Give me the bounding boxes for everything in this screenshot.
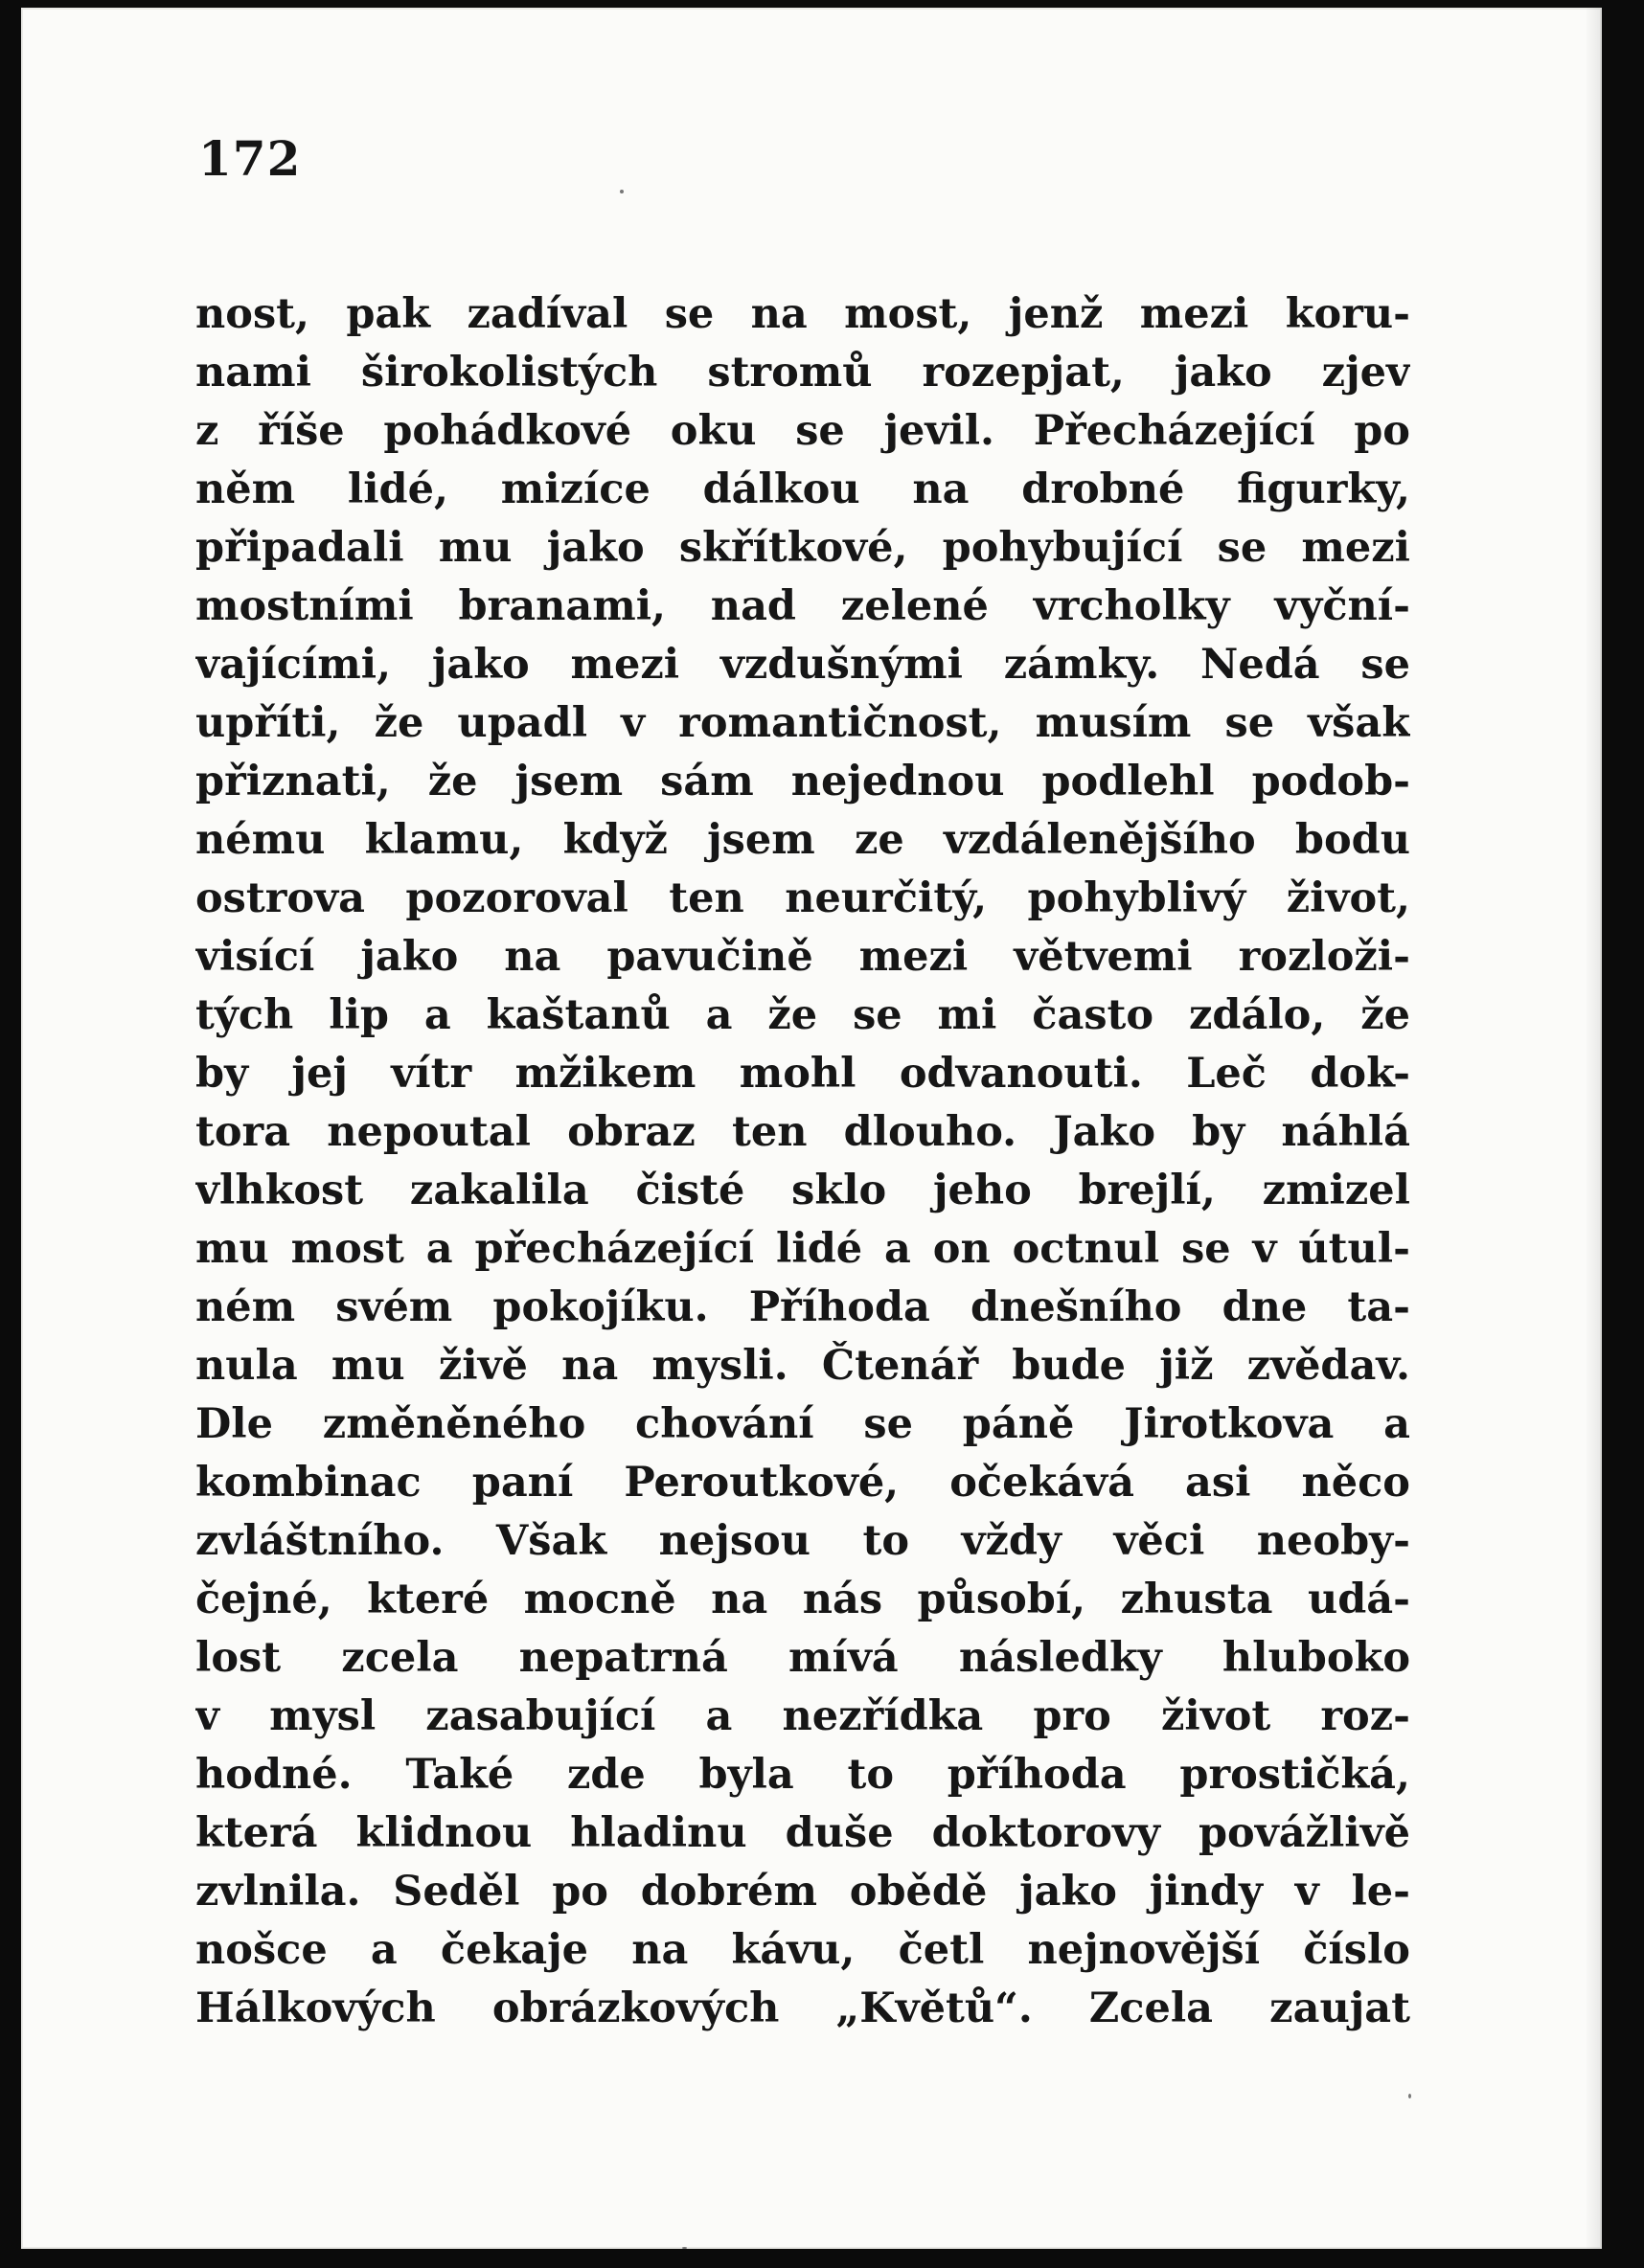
- text-line: nami širokolistých stromů rozepjat, jako zjev: [195, 349, 1410, 397]
- text-line: zvláštního. Však nejsou to vždy věci neoby-: [195, 1517, 1410, 1565]
- text-line: lost zcela nepatrná mívá následky hluboko: [195, 1634, 1410, 1682]
- text-line: upříti, že upadl v romantičnost, musím se však: [195, 699, 1410, 747]
- scan-speck: [682, 2247, 687, 2249]
- text-line: vajícími, jako mezi vzdušnými zámky. Nedá se: [195, 641, 1410, 689]
- text-line: která klidnou hladinu duše doktorovy povážlivě: [195, 1809, 1410, 1857]
- page-number: 172: [198, 130, 302, 187]
- text-line: z říše pohádkové oku se jevil. Přecházející po: [195, 407, 1410, 455]
- body-text: [195, 285, 1410, 2038]
- text-line: zvlnila. Seděl po dobrém obědě jako jindy v le-: [195, 1868, 1410, 1916]
- text-line: visící jako na pavučině mezi větvemi rozloži-: [195, 933, 1410, 981]
- text-line: ném svém pokojíku. Příhoda dnešního dne ta-: [195, 1283, 1410, 1331]
- scan-speck: [1408, 2094, 1411, 2098]
- page-edge-shadow: [1585, 8, 1602, 2249]
- text-line: Dle změněného chování se páně Jirotkova a: [195, 1400, 1410, 1448]
- text-line: nému klamu, když jsem ze vzdálenějšího bodu: [195, 816, 1410, 864]
- text-line: kombinac paní Peroutkové, očekává asi něco: [195, 1459, 1410, 1507]
- text-line: Hálkových obrázkových „Květů“. Zcela zaujat: [195, 1984, 1410, 2032]
- text-line: mostními branami, nad zelené vrcholky vyční-: [195, 582, 1410, 630]
- text-line: čejné, které mocně na nás působí, zhusta udá-: [195, 1576, 1410, 1623]
- text-line: tých lip a kaštanů a že se mi často zdálo, že: [195, 991, 1410, 1039]
- text-line: hodné. Také zde byla to příhoda prostičká,: [195, 1751, 1410, 1799]
- book-page: [21, 8, 1602, 2249]
- text-line: mu most a přecházející lidé a on octnul se v útul-: [195, 1225, 1410, 1273]
- text-line: nula mu živě na mysli. Čtenář bude již zvědav.: [195, 1342, 1410, 1390]
- text-line: ostrova pozoroval ten neurčitý, pohyblivý život,: [195, 874, 1410, 922]
- text-line: přiznati, že jsem sám nejednou podlehl podob-: [195, 758, 1410, 805]
- text-line: v mysl zasabující a nezřídka pro život roz-: [195, 1692, 1410, 1740]
- text-line: něm lidé, mizíce dálkou na drobné figurky,: [195, 465, 1410, 513]
- text-line: by jej vítr mžikem mohl odvanouti. Leč dok-: [195, 1050, 1410, 1098]
- scan-speck: [620, 190, 624, 193]
- text-line: vlhkost zakalila čisté sklo jeho brejlí, zmizel: [195, 1167, 1410, 1214]
- text-line: připadali mu jako skřítkové, pohybující se mezi: [195, 524, 1410, 572]
- text-line: tora nepoutal obraz ten dlouho. Jako by náhlá: [195, 1108, 1410, 1156]
- text-line: nošce a čekaje na kávu, četl nejnovější číslo: [195, 1926, 1410, 1974]
- text-line: nost, pak zadíval se na most, jenž mezi koru-: [195, 290, 1410, 338]
